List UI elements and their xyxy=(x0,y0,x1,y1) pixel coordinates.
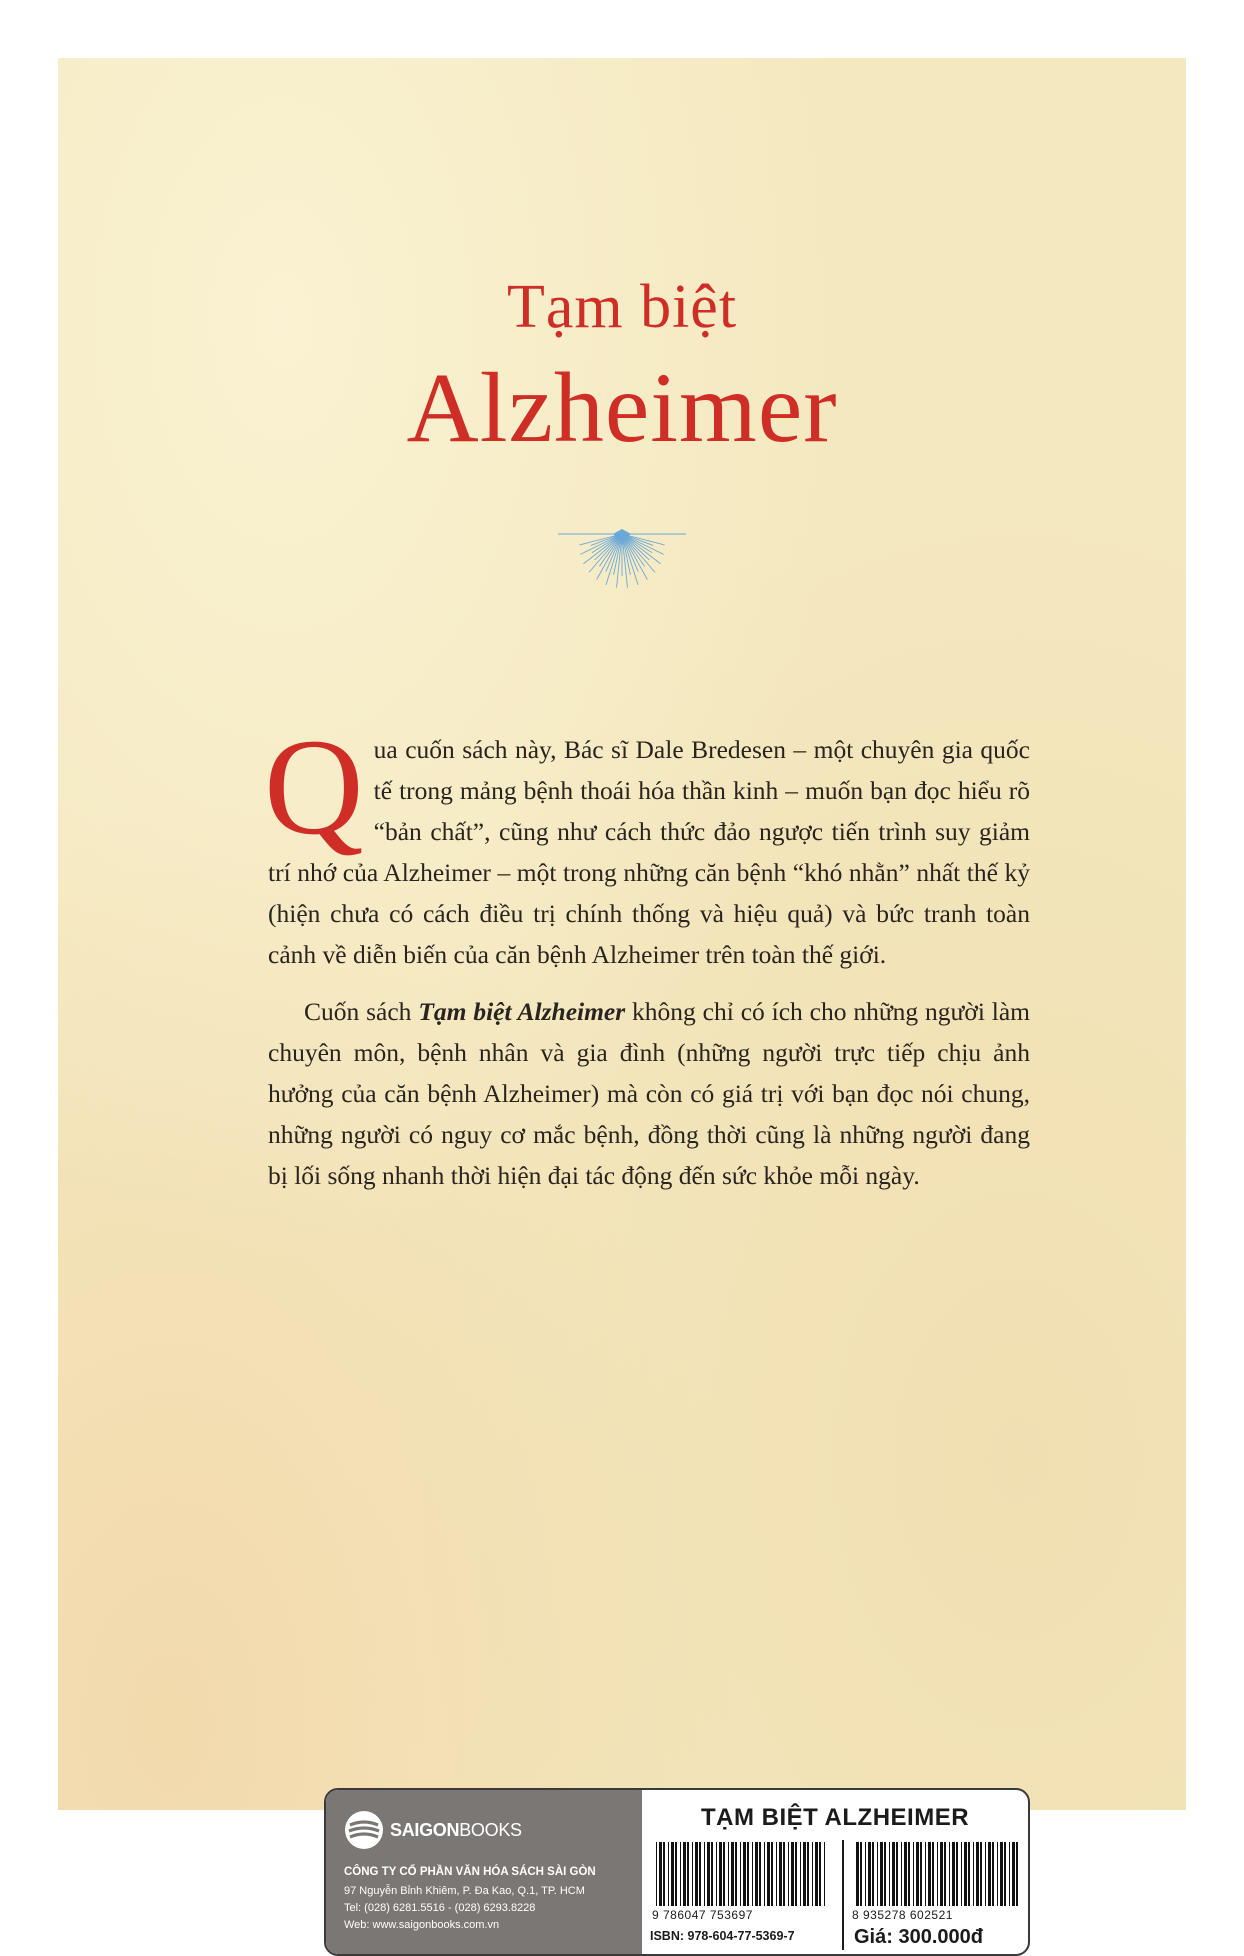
isbn-barcode xyxy=(654,1842,830,1906)
paragraph-1-text: ua cuốn sách này, Bác sĩ Dale Bredesen – một chuyên gia quốc tế trong mảng bệnh thoái hóa thần kinh – muốn bạn đọc hiểu rõ “bản chất”, cũng như cách thức đảo ngược tiến trình suy giảm trí nhớ của Alzheimer – một trong những căn bệnh “khó nhằn” nhất thế kỷ (hiện chưa có cách điều trị chính thống và hiệu quả) và bức tranh toàn cảnh về diễn biến của căn bệnh Alzheimer trên toàn thế giới. xyxy=(268,735,1030,969)
price-barcode-digits: 8 935278 602521 xyxy=(852,1908,953,1922)
back-cover xyxy=(58,58,1186,1948)
publisher-website: Web: www.saigonbooks.com.vn xyxy=(344,1919,500,1931)
price-label: Giá: 300.000đ xyxy=(854,1926,983,1948)
title-line-2: Alzheimer xyxy=(406,352,838,463)
publisher-phone: Tel: (028) 6281.5516 - (028) 6293.8228 xyxy=(344,1902,536,1914)
paragraph-1 xyxy=(264,710,1030,975)
description-text xyxy=(264,710,1031,1196)
publisher-panel xyxy=(326,1790,642,1954)
box-book-title: TẠM BIỆT ALZHEIMER xyxy=(700,1804,970,1831)
price-barcode xyxy=(854,1842,1022,1906)
paragraph-2-lead: Cuốn sách xyxy=(304,997,419,1026)
radiating-ornament-icon xyxy=(556,526,688,588)
publisher-address: 97 Nguyễn Bỉnh Khiêm, P. Đa Kao, Q.1, TP. HCM xyxy=(344,1885,585,1897)
saigonbooks-logo-icon xyxy=(344,1810,384,1850)
publisher-company-name: CÔNG TY CỔ PHẦN VĂN HÓA SÁCH SÀI GÒN xyxy=(344,1866,596,1878)
publisher-info-box xyxy=(324,1788,1030,1956)
barcode-divider xyxy=(842,1840,844,1950)
paragraph-2-text: không chỉ có ích cho những người làm chuyên môn, bệnh nhân và gia đình (những người trực tiếp chịu ảnh hưởng của căn bệnh Alzheimer) mà còn có giá trị với bạn đọc nói chung, những người có nguy cơ mắc bệnh, đồng thời cũng là những người đang bị lối sống nhanh thời hiện đại tác động đến sức khỏe mỗi ngày. xyxy=(268,997,1031,1190)
title-line-1: Tạm biệt xyxy=(506,273,738,341)
drop-cap: Q xyxy=(264,710,364,863)
isbn-label: ISBN: 978-604-77-5369-7 xyxy=(650,1929,795,1943)
logo-wordmark: SAIGONBOOKS xyxy=(390,1820,522,1840)
paragraph-2 xyxy=(268,991,1030,1196)
book-title-reference: Tạm biệt Alzheimer xyxy=(418,997,626,1026)
isbn-barcode-digits: 9 786047 753697 xyxy=(652,1908,753,1922)
